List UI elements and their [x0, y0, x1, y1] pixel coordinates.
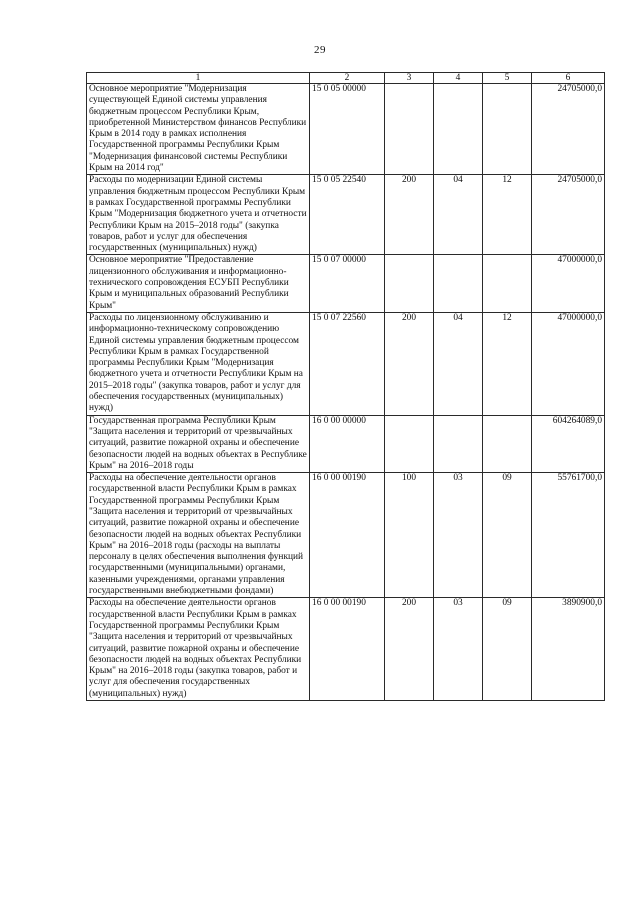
row-target-code: 15 0 07 22560 [310, 312, 385, 415]
row-section: 04 [434, 175, 483, 255]
row-section [434, 415, 483, 472]
row-section: 03 [434, 473, 483, 598]
row-target-code: 15 0 05 22540 [310, 175, 385, 255]
header-col-3: 3 [385, 73, 434, 84]
budget-table [86, 72, 605, 701]
row-amount: 55761700,0 [532, 473, 605, 598]
row-subsection [483, 84, 532, 175]
row-subsection: 12 [483, 312, 532, 415]
row-description: Расходы по лицензионному обслуживанию и информационно-техническому сопровождению Единой системы управления бюджетным процессом Республики Крым в рамках Государственной программы Республики Крым "Модернизация бюджетного учета и отчетности Республики Крым на 2015–2018 годы" (закупка товаров, работ и услуг для обеспечения государственных (муниципальных) нужд) [87, 312, 310, 415]
table-row [87, 415, 605, 472]
table-row [87, 598, 605, 701]
row-expense-type: 200 [385, 175, 434, 255]
row-amount: 24705000,0 [532, 84, 605, 175]
header-col-4: 4 [434, 73, 483, 84]
row-description: Расходы на обеспечение деятельности органов государственной власти Республики Крым в рамках Государственной программы Республики Крым "Защита населения и территорий от чрезвычайных ситуаций, развитие пожарной охраны и обеспечение безопасности людей на водных объектах Республики Крым" на 2016–2018 годы (расходы на выплаты персоналу в целях обеспечения выполнения функций государственными (муниципальными) органами, казенными учреждениями, органами управления государственными внебюджетными фондами) [87, 473, 310, 598]
row-target-code: 15 0 07 00000 [310, 255, 385, 312]
row-expense-type: 200 [385, 312, 434, 415]
table-row [87, 84, 605, 175]
row-amount: 3890900,0 [532, 598, 605, 701]
row-expense-type [385, 84, 434, 175]
row-section: 04 [434, 312, 483, 415]
header-col-5: 5 [483, 73, 532, 84]
row-subsection: 12 [483, 175, 532, 255]
table-row [87, 255, 605, 312]
header-col-6: 6 [532, 73, 605, 84]
row-expense-type: 200 [385, 598, 434, 701]
row-amount: 24705000,0 [532, 175, 605, 255]
row-target-code: 16 0 00 00190 [310, 473, 385, 598]
page-number: 29 [314, 44, 326, 56]
row-amount: 604264089,0 [532, 415, 605, 472]
row-subsection: 09 [483, 473, 532, 598]
row-description: Основное мероприятие "Модернизация существующей Единой системы управления бюджетным процессом Республики Крым, приобретенной Министерством финансов Республики Крым в 2014 году в рамках исполнения Государственной программы Республики Крым "Модернизация финансовой системы Республики Крым на 2014 год" [87, 84, 310, 175]
table-row [87, 175, 605, 255]
row-amount: 47000000,0 [532, 255, 605, 312]
row-description: Расходы на обеспечение деятельности органов государственной власти Республики Крым в рамках Государственной программы Республики Крым "Защита населения и территорий от чрезвычайных ситуаций, развитие пожарной охраны и обеспечение безопасности людей на водных объектах Республики Крым" на 2016–2018 годы (закупка товаров, работ и услуг для обеспечения государственных (муниципальных) нужд) [87, 598, 310, 701]
row-subsection: 09 [483, 598, 532, 701]
row-section: 03 [434, 598, 483, 701]
row-target-code: 16 0 00 00000 [310, 415, 385, 472]
row-description: Государственная программа Республики Крым "Защита населения и территорий от чрезвычайных ситуаций, развитие пожарной охраны и обеспечение безопасности людей на водных объектах в Республике Крым" на 2016–2018 годы [87, 415, 310, 472]
row-amount: 47000000,0 [532, 312, 605, 415]
row-expense-type [385, 415, 434, 472]
row-description: Расходы по модернизации Единой системы управления бюджетным процессом Республики Крым в рамках Государственной программы Республики Крым "Модернизация бюджетного учета и отчетности Республики Крым на 2015–2018 годы" (закупка товаров, работ и услуг для обеспечения государственных (муниципальных) нужд) [87, 175, 310, 255]
header-col-2: 2 [310, 73, 385, 84]
row-expense-type [385, 255, 434, 312]
row-target-code: 15 0 05 00000 [310, 84, 385, 175]
row-subsection [483, 255, 532, 312]
row-section [434, 84, 483, 175]
row-target-code: 16 0 00 00190 [310, 598, 385, 701]
table-header-row [87, 73, 605, 84]
header-col-1: 1 [87, 73, 310, 84]
row-expense-type: 100 [385, 473, 434, 598]
row-description: Основное мероприятие "Предоставление лицензионного обслуживания и информационно-технического сопровождения ЕСУБП Республики Крым и муниципальных образований Республики Крым" [87, 255, 310, 312]
table-row [87, 312, 605, 415]
row-subsection [483, 415, 532, 472]
table-row [87, 473, 605, 598]
row-section [434, 255, 483, 312]
